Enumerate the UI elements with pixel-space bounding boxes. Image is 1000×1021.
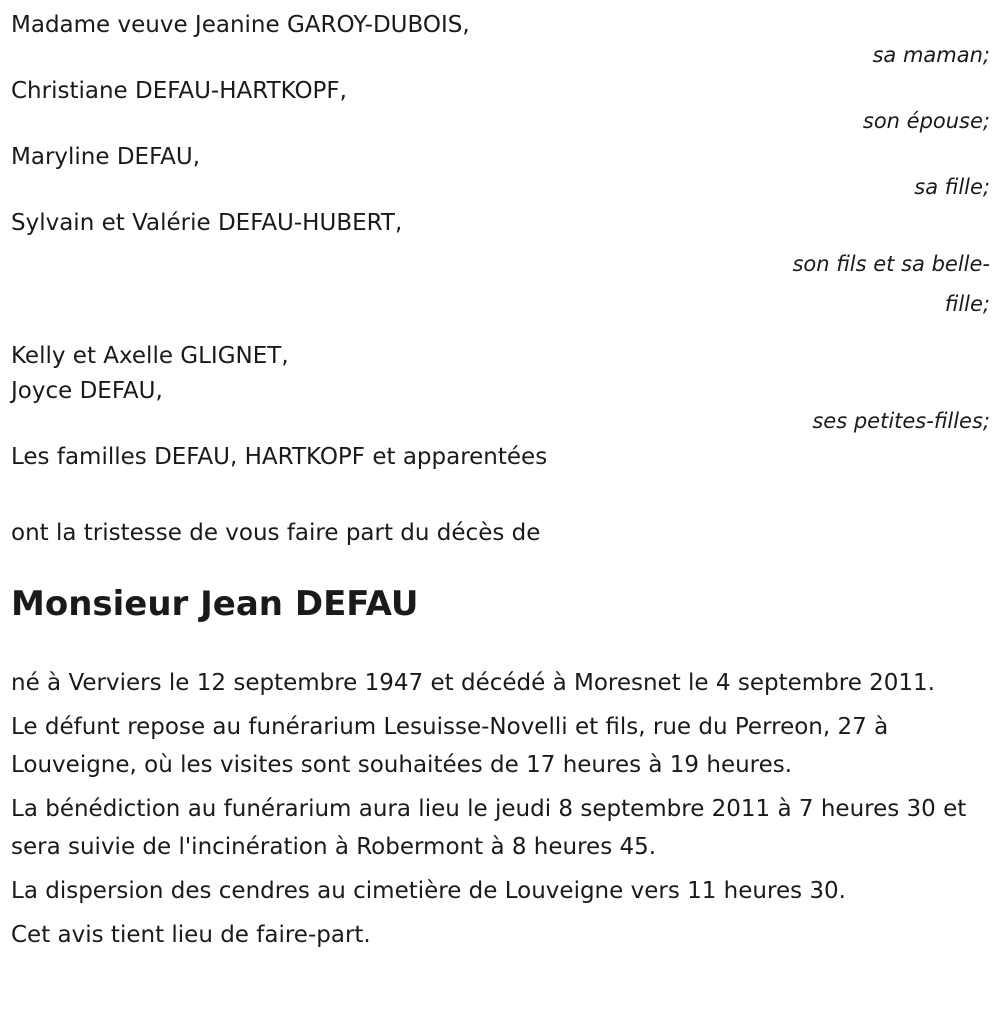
relation: sa maman; xyxy=(872,43,990,67)
paragraph: Cet avis tient lieu de faire-part. xyxy=(11,922,371,948)
relation: sa fille; xyxy=(914,175,990,199)
families-line: Les familles DEFAU, HARTKOPF et apparentées xyxy=(11,444,548,470)
paragraph: Le défunt repose au funérarium Lesuisse-Novelli et fils, rue du Perreon, 27 à Louveigne, où les visites sont souhaitées de 17 heures à 19 heures. xyxy=(11,714,889,778)
relation: ses petites-filles; xyxy=(812,409,990,433)
paragraph: La bénédiction au funérarium aura lieu le jeudi 8 septembre 2011 à 7 heures 30 et sera suivie de l'incinération à Robermont à 8 heures 45. xyxy=(11,796,967,860)
family-name: Kelly et Axelle GLIGNET, xyxy=(11,343,289,369)
paragraph: La dispersion des cendres au cimetière de Louveigne vers 11 heures 30. xyxy=(11,878,846,904)
paragraph: né à Verviers le 12 septembre 1947 et décédé à Moresnet le 4 septembre 2011. xyxy=(11,670,935,696)
family-name: Sylvain et Valérie DEFAU-HUBERT, xyxy=(11,210,403,236)
family-name: Madame veuve Jeanine GAROY-DUBOIS, xyxy=(11,12,470,38)
family-name: Joyce DEFAU, xyxy=(11,378,163,404)
family-name: Maryline DEFAU, xyxy=(11,144,201,170)
deceased-name: Monsieur Jean DEFAU xyxy=(11,584,419,624)
relation: son épouse; xyxy=(862,109,990,133)
relation: son fils et sa belle-fille; xyxy=(792,252,990,316)
family-name: Christiane DEFAU-HARTKOPF, xyxy=(11,78,347,104)
announcement: ont la tristesse de vous faire part du décès de xyxy=(11,520,541,546)
